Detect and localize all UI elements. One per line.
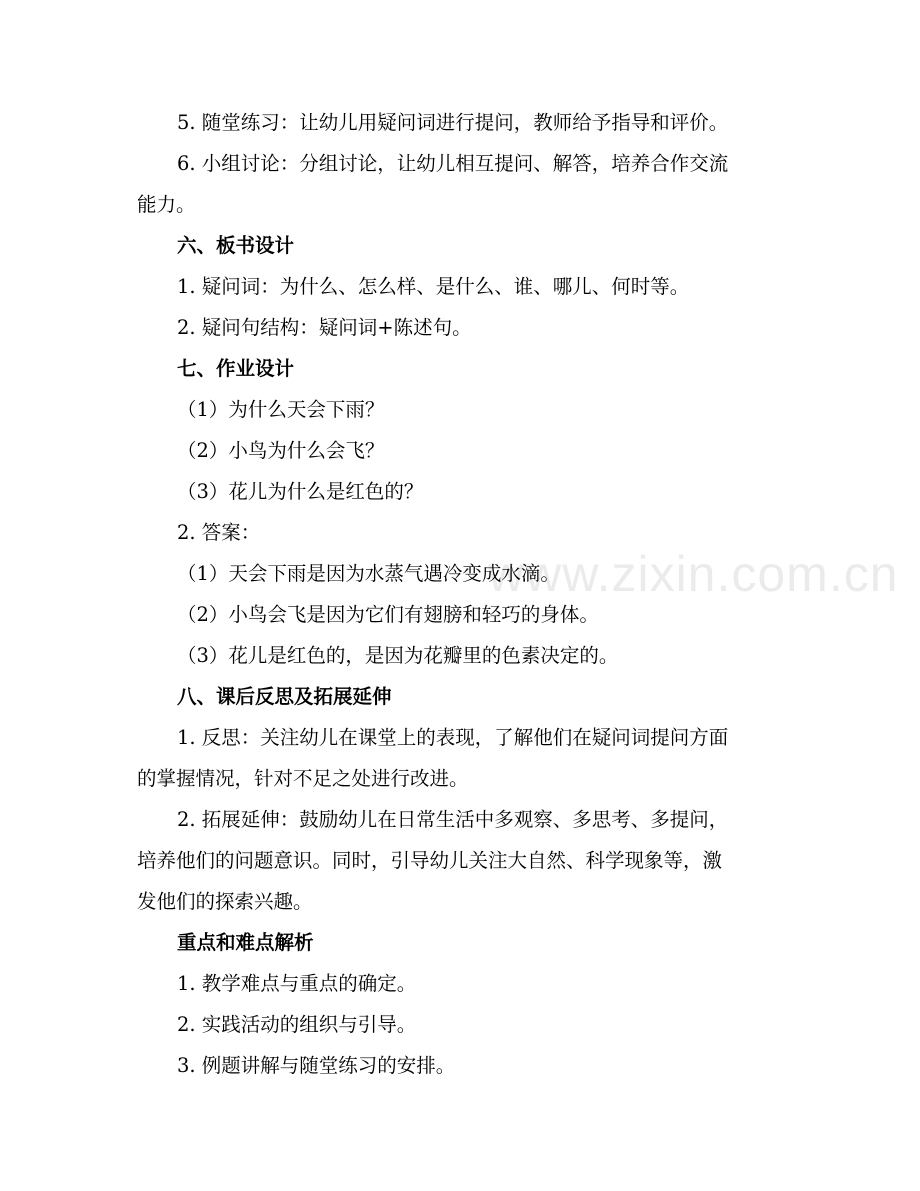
list-item: 1. 教学难点与重点的确定。 (177, 972, 417, 995)
list-item: （2）小鸟为什么会飞？ (177, 439, 385, 462)
list-item: （2）小鸟会飞是因为它们有翅膀和轻巧的身体。 (177, 603, 599, 626)
watermark: www.zixin.com.cn (488, 546, 899, 602)
paragraph-line: 6. 小组讨论：分组讨论，让幼儿相互提问、解答，培养合作交流 (177, 152, 729, 175)
paragraph-line: 1. 疑问词：为什么、怎么样、是什么、谁、哪儿、何时等。 (177, 275, 690, 298)
list-item: 3. 例题讲解与随堂练习的安排。 (177, 1054, 456, 1077)
list-item: （1）天会下雨是因为水蒸气遇冷变成水滴。 (177, 562, 560, 585)
section-heading: 六、板书设计 (177, 234, 295, 257)
paragraph-line: 2. 疑问句结构：疑问词+陈述句。 (177, 316, 472, 339)
paragraph-line: 2. 拓展延伸：鼓励幼儿在日常生活中多观察、多思考、多提问， (177, 808, 729, 831)
paragraph-line: 2. 答案： (177, 521, 261, 544)
list-item: （3）花儿为什么是红色的？ (177, 480, 424, 503)
list-item: （1）为什么天会下雨？ (177, 398, 385, 421)
list-item: 2. 实践活动的组织与引导。 (177, 1013, 417, 1036)
paragraph-line: 能力。 (137, 193, 196, 216)
list-item: （3）花儿是红色的，是因为花瓣里的色素决定的。 (177, 644, 619, 667)
paragraph-line: 发他们的探索兴趣。 (137, 890, 313, 913)
section-heading: 八、课后反思及拓展延伸 (177, 685, 392, 708)
section-heading: 七、作业设计 (177, 357, 295, 380)
section-heading: 重点和难点解析 (177, 931, 314, 954)
paragraph-line: 的掌握情况，针对不足之处进行改进。 (137, 767, 469, 790)
paragraph-line: 培养他们的问题意识。同时，引导幼儿关注大自然、科学现象等，激 (137, 849, 723, 872)
paragraph-line: 1. 反思：关注幼儿在课堂上的表现，了解他们在疑问词提问方面 (177, 726, 729, 749)
paragraph-line: 5. 随堂练习：让幼儿用疑问词进行提问，教师给予指导和评价。 (177, 111, 729, 134)
